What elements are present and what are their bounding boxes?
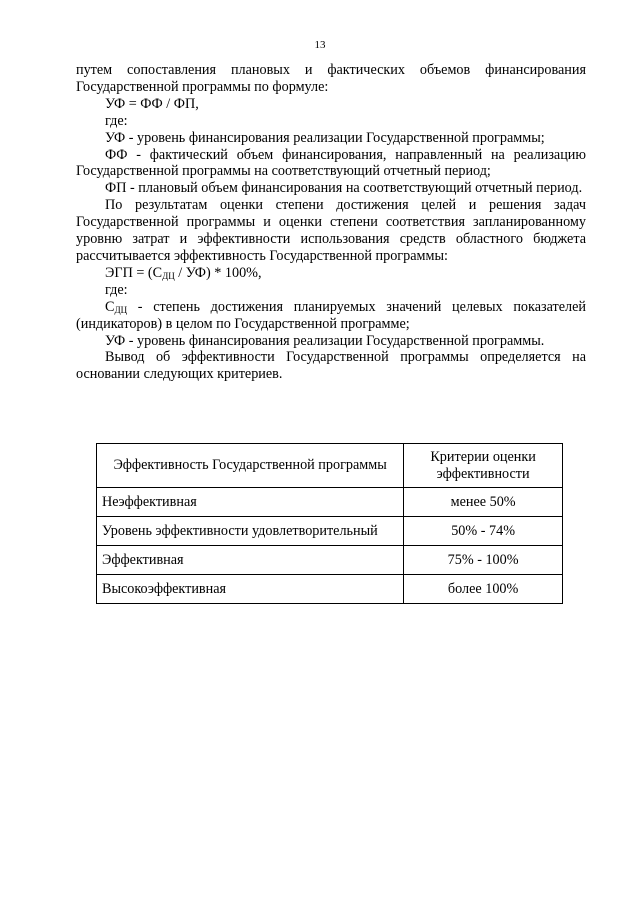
row-criteria-value: 50% - 74% [404,517,563,546]
paragraph-results: По результатам оценки степени достижения целей и решения задач Государственной программы и оценки степени соответствия запланированному уровню затрат и эффективности использования средств областного бюджета рассчитывается эффективность Государственной программы: [76,197,586,264]
formula-uf: УФ = ФФ / ФП, [105,95,199,112]
definition-sdc-text: - степень достижения планируемых значений целевых показателей (индикаторов) в целом по Государственной программе; [76,298,586,332]
row-criteria-value: более 100% [404,575,563,604]
definition-sdc [76,299,586,333]
definition-uf: УФ - уровень финансирования реализации Государственной программы; [105,129,545,146]
where-label-2: где: [105,281,128,298]
header-efficiency: Эффективность Государственной программы [97,444,404,488]
document-body [76,62,586,383]
table-row [97,575,563,604]
table-header-row [97,444,563,488]
row-efficiency-name: Эффективная [97,546,404,575]
criteria-table [96,443,563,604]
definition-fp: ФП - плановый объем финансирования на соответствующий отчетный период. [105,180,583,197]
row-criteria-value: 75% - 100% [404,546,563,575]
row-efficiency-name: Неэффективная [97,488,404,517]
row-efficiency-name: Высокоэффективная [97,575,404,604]
row-criteria-value: менее 50% [404,488,563,517]
table-row [97,546,563,575]
where-label: где: [105,112,128,129]
formula-egp [76,265,586,282]
definition-ff: ФФ - фактический объем финансирования, направленный на реализацию Государственной программы на соответствующий отчетный период; [76,146,586,180]
definition-sdc-subscript: ДЦ [114,304,128,315]
header-criteria: Критерии оценки эффективности [404,444,563,488]
formula-egp-suffix: / УФ) * 100%, [174,264,262,281]
page-number: 13 [314,39,326,51]
table-row [97,488,563,517]
paragraph-method: путем сопоставления плановых и фактических объемов финансирования Государственной программы по формуле: [76,62,586,95]
formula-egp-prefix: ЭГП = (С [105,264,163,281]
paragraph-conclusion: Вывод об эффективности Государственной программы определяется на основании следующих критериев. [76,349,586,383]
definition-sdc-letter: С [105,298,115,315]
table-row [97,517,563,546]
formula-egp-subscript: ДЦ [162,270,175,281]
row-efficiency-name: Уровень эффективности удовлетворительный [97,517,404,546]
definition-uf-2: УФ - уровень финансирования реализации Государственной программы. [105,332,545,349]
